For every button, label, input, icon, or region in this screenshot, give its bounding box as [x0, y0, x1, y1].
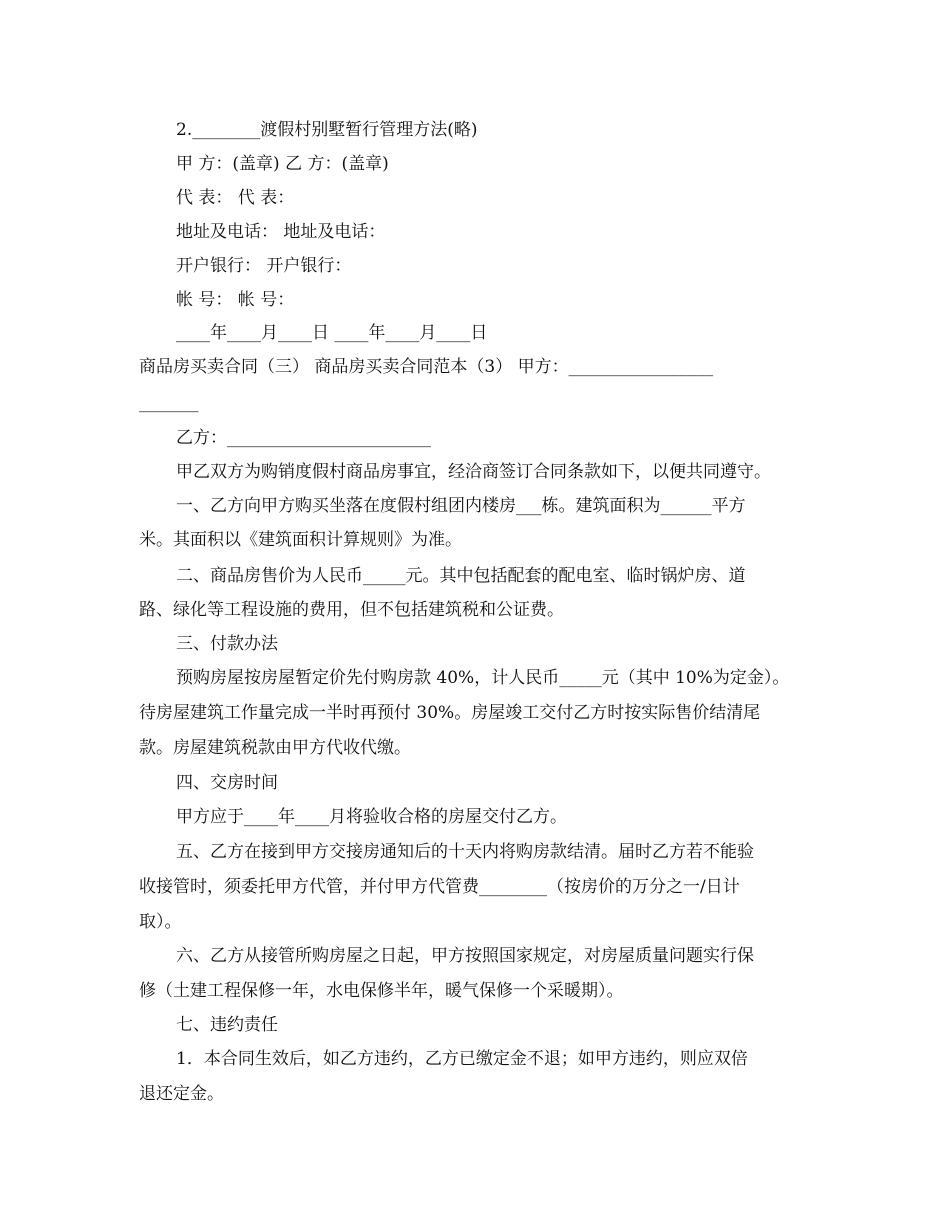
line-clause-2-cont: 路、绿化等工程设施的费用，但不包括建筑税和公证费。 [139, 600, 564, 620]
line-clause-4: 甲方应于____年____月将验收合格的房屋交付乙方。 [176, 807, 567, 827]
line-clause-7-1-cont: 退还定金。 [139, 1084, 224, 1104]
line-account: 帐 号： 帐 号： [176, 290, 295, 310]
line-clause-2: 二、商品房售价为人民币_____元。其中包括配套的配电室、临时锅炉房、道 [176, 566, 746, 586]
line-contract-title: 商品房买卖合同（三） 商品房买卖合同范本（3） 甲方：_________________ [139, 357, 714, 377]
line-clause-6: 六、乙方从接管所购房屋之日起，甲方按照国家规定，对房屋质量问题实行保 [176, 946, 754, 966]
line-clause-3-heading: 三、付款办法 [176, 634, 278, 654]
line-clause-5: 五、乙方在接到甲方交接房通知后的十天内将购房款结清。届时乙方若不能验 [176, 842, 754, 862]
line-address-phone: 地址及电话： 地址及电话： [176, 222, 386, 242]
line-clause-3-cont-1: 待房屋建筑工作量完成一半时再预付 30%。房屋竣工交付乙方时按实际售价结清尾 [139, 703, 761, 723]
line-clause-5-cont-2: 取）。 [139, 912, 182, 932]
line-clause-5-cont-1: 收接管时，须委托甲方代管，并付甲方代管费________（按房价的万分之一/日计 [139, 877, 740, 897]
line-bank: 开户银行： 开户银行： [176, 256, 352, 276]
line-clause-4-heading: 四、交房时间 [176, 773, 278, 793]
line-party-a-blank: _______ [139, 393, 199, 413]
line-clause-7-1: 1．本合同生效后，如乙方违约，乙方已缴定金不退；如甲方违约，则应双倍 [176, 1049, 748, 1069]
line-clause-6-cont: 修（土建工程保修一年，水电保修半年，暖气保修一个采暖期）。 [139, 981, 624, 1001]
line-clause-3: 预购房屋按房屋暂定价先付购房款 40%，计人民币_____元（其中 10%为定金）。 [176, 668, 790, 688]
line-party-seal: 甲 方：(盖章) 乙 方：(盖章) [176, 154, 389, 174]
line-appendix-2: 2.________渡假村别墅暂行管理方法(略) [176, 120, 478, 140]
line-clause-1-cont: 米。其面积以《建筑面积计算规则》为准。 [139, 530, 462, 550]
line-clause-1: 一、乙方向甲方购买坐落在度假村组团内楼房___栋。建筑面积为______平方 [176, 496, 746, 516]
line-party-b: 乙方：________________________ [176, 428, 431, 448]
line-clause-3-cont-2: 款。房屋建筑税款由甲方代收代缴。 [139, 738, 411, 758]
line-representative: 代 表： 代 表： [176, 188, 295, 208]
line-clause-7-heading: 七、违约责任 [176, 1015, 278, 1035]
line-preamble: 甲乙双方为购销度假村商品房事宜，经洽商签订合同条款如下，以便共同遵守。 [176, 462, 771, 482]
line-dates: ____年____月____日 ____年____月____日 [176, 323, 488, 343]
